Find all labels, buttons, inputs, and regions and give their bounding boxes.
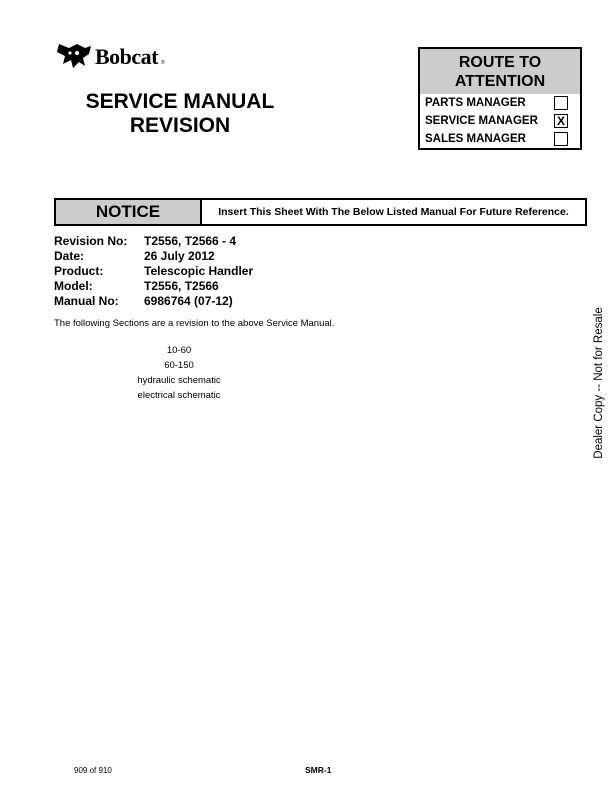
notice-text: Insert This Sheet With The Below Listed Manual For Future Reference. bbox=[218, 206, 569, 218]
side-note-text: Dealer Copy -- Not for Resale bbox=[593, 307, 605, 459]
info-label: Date: bbox=[54, 249, 85, 263]
info-value: 6986764 (07-12) bbox=[144, 294, 233, 308]
route-checkbox[interactable] bbox=[554, 132, 568, 146]
route-row-sales-manager bbox=[420, 130, 580, 148]
list-item: 60-150 bbox=[164, 360, 194, 371]
route-heading-line-1: ROUTE TO bbox=[458, 54, 542, 71]
notice-label: NOTICE bbox=[56, 200, 202, 224]
info-value: 26 July 2012 bbox=[144, 249, 215, 263]
info-label: Manual No: bbox=[54, 294, 119, 308]
route-row-parts-manager bbox=[420, 94, 580, 112]
info-label: Product: bbox=[54, 264, 104, 278]
info-value: Telescopic Handler bbox=[144, 264, 254, 278]
info-value: T2556, T2566 bbox=[144, 279, 219, 293]
info-row-product bbox=[54, 264, 253, 279]
route-label: SERVICE MANAGER bbox=[425, 115, 538, 127]
route-label: SALES MANAGER bbox=[425, 133, 526, 145]
list-item: electrical schematic bbox=[137, 390, 221, 401]
route-label: PARTS MANAGER bbox=[425, 97, 526, 109]
brand-trademark: ® bbox=[161, 60, 165, 66]
list-item: hydraulic schematic bbox=[137, 375, 221, 386]
route-heading bbox=[420, 49, 580, 94]
title-line-1: SERVICE MANUAL bbox=[85, 90, 275, 113]
info-label: Model: bbox=[54, 279, 93, 293]
info-row-revision bbox=[54, 234, 253, 249]
page-title bbox=[60, 90, 300, 138]
title-line-2: REVISION bbox=[129, 114, 231, 137]
brand-name: Bobcat bbox=[95, 44, 158, 69]
info-row-date bbox=[54, 249, 253, 264]
info-row-model bbox=[54, 279, 253, 294]
info-label: Revision No: bbox=[54, 234, 128, 248]
route-checkbox[interactable] bbox=[554, 96, 568, 110]
page-number: 909 of 910 bbox=[74, 766, 112, 775]
intro-text: The following Sections are a revision to the above Service Manual. bbox=[54, 318, 335, 329]
notice-bar bbox=[54, 198, 587, 226]
info-value: T2556, T2566 - 4 bbox=[144, 234, 237, 248]
revised-sections-list bbox=[120, 343, 238, 403]
list-item: 10-60 bbox=[166, 345, 192, 356]
route-row-service-manager bbox=[420, 112, 580, 130]
revision-info bbox=[54, 234, 253, 309]
route-heading-line-2: ATTENTION bbox=[454, 73, 546, 90]
route-to-attention-box bbox=[418, 47, 582, 150]
route-checkbox[interactable]: X bbox=[554, 114, 568, 128]
side-note bbox=[593, 307, 605, 459]
info-row-manual-no bbox=[54, 294, 253, 309]
page-code: SMR-1 bbox=[305, 765, 332, 775]
